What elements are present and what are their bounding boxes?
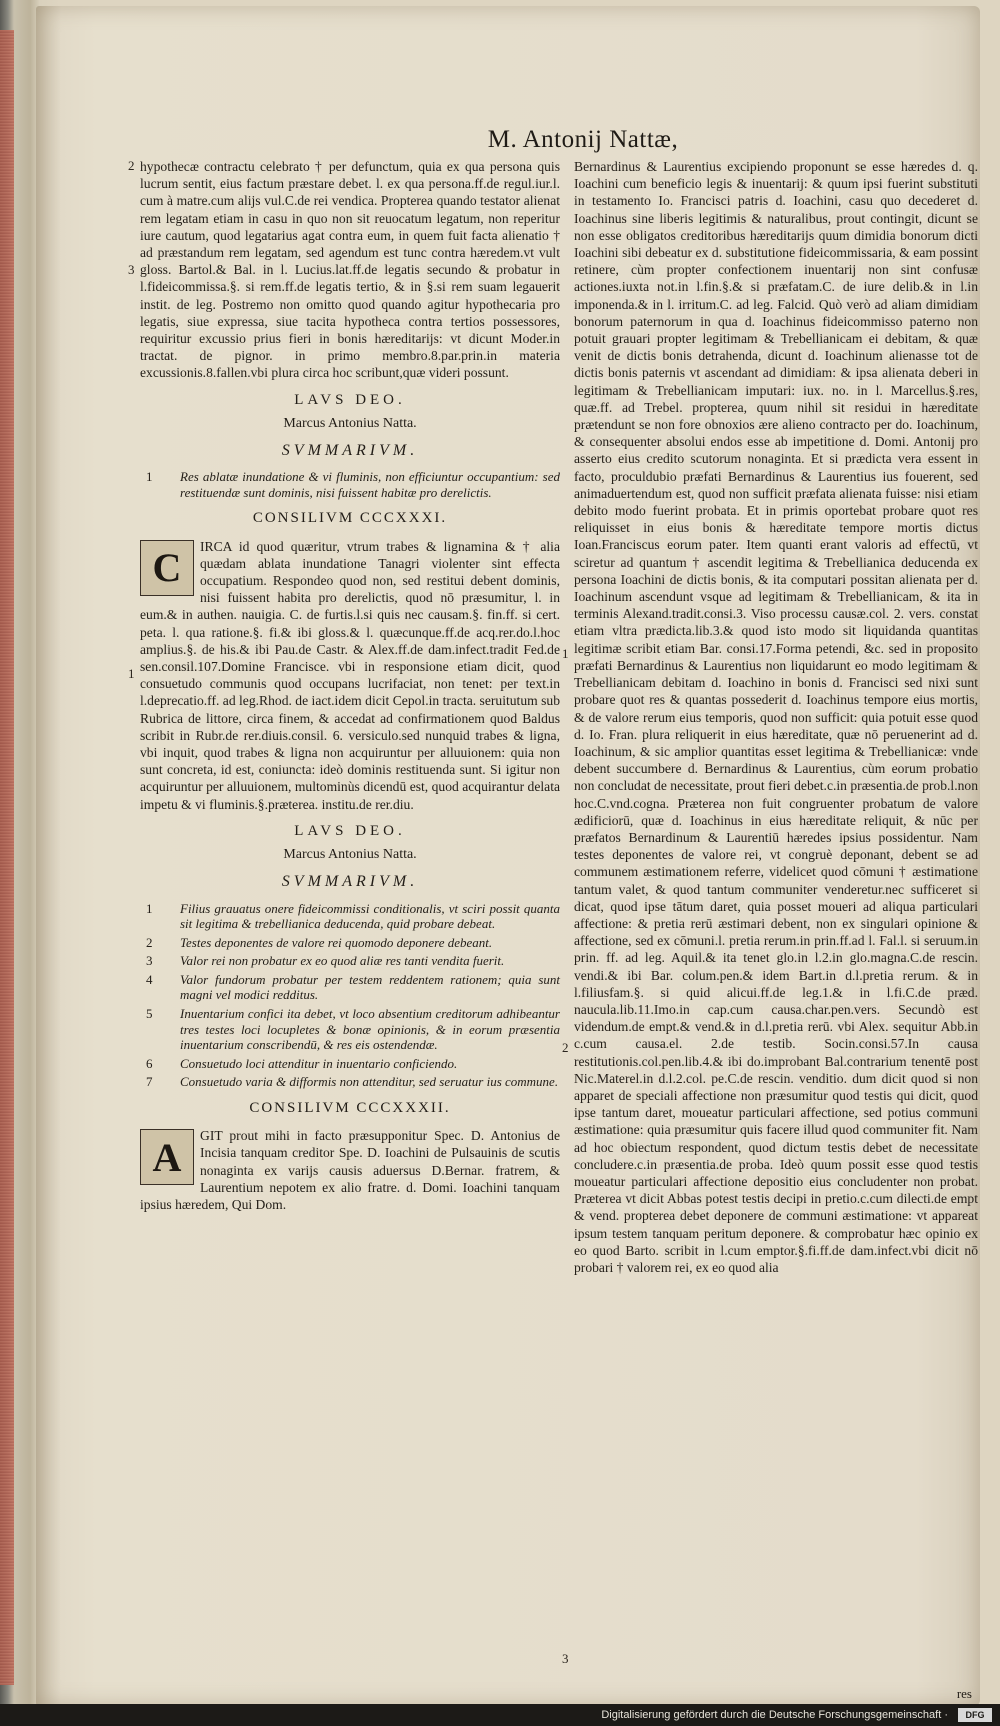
summary-item: 4 Valor fundorum probatur per testem reddentem rationem; quia sunt magni vel modici redditus. [146,971,560,1003]
laus-deo-heading: LAVS DEO. [294,822,406,839]
decorated-initial: A [140,1129,194,1185]
summary-item: 3 Valor rei non probatur ex eo quod aliæ res tanti vendita fuerit. [146,953,505,969]
laus-deo-heading: LAVS DEO. [294,391,406,408]
summary-list [140,901,560,1091]
consilium-body: C IRCA id quod quæritur, vtrum trabes & lignamina & † alia quædam ablata inundatione Tanagri violenter sint effecta occupatium. Respondeo quod non, sed restitui debent dominis, nisi fuissent habita pro derelictis, quod nō præsumitur, l. in eum.& in authen. nauigia. C. de furtis.l.si quis nec causam.§. fin.ff. si cert. peta. l. qua ratione.§. fi.& ibi gloss.& l. quæcunque.ff.de acq.rer.do.l.hoc amplius.§. de his.& ibi Pau.de Castr. & Alex.ff.de dam.infect.tradit Fed.de sen.consil.107.Domine Francisce. vbi in responsione etiam dicit, quod consuetudo communis quod occupans lucrifaciat, non tenet: per text.in l.deprecatio.ff. ad leg.Rhod. de iact.idem dicit Cepol.in tracta. seruitutum sub Rubrica de littore, circa finem, & accedat ad confirmationem quod Baldus scribit in Rubr.de rer.diuis.consil. 6. versiculo.sed nunquid trabes & ligna, vbi inquit, quod trabes & ligna non acquiruntur per alluuionem: quia non sunt concreta, id est, coniuncta: ideò dominis restituenda sunt. Si igitur non acquiruntur per alluuionem, multominùs dicendū est, quod acquirantur delata impetu & vi fluminis.§.præterea. institu.de rer.diu. [140,538,560,812]
summary-item: 6 Consuetudo loci attenditur in inuentario conficiendo. [146,1055,458,1071]
consilium-body: A GIT prout mihi in facto præsupponitur Spec. D. Antonius de Incisia tanquam creditor Spe. D. Ioachini de Pulsauinis de scutis nonaginta ex varijs causis aduersus D.Bernar. fratrem, & Laurentium nepotem ex alio fratre. d. Domi. Ioachini tanquam ipsius hæredem, Qui Dom. [140,1128,560,1213]
intro-paragraph: hypothecæ contractu celebrato † per defunctum, quia ex qua persona quis lucrum sentit, eius factum præstare debet. l. ex qua persona.ff.de regul.iur.l. cum à matre.cum alijs vul.C.de rei vendica. Propterea quando testator alienat rem legatam etiam in casu in quo non sit reuocatum legatum, non reperitur iure cautum, quod legatarius agat contra eum, in quem fuit facta alienatio † ad præstandum rem legatam, sed agendum est tunc contra hæredem.vt vult gloss. Bartol.& Bal. in l. Lucius.lat.ff.de legatis secundo & probatur in l.fideicommissa.§. si rem.ff.de legatis tertio, & in §.si rem suam legauerit instit. de leg. Postremo non omitto quod quando agitur hypothecaria pro legatis, siue expressa, siue tacita hypotheca contra tertios possessores, requiritur excussio prius fieri in bonis hæreditarijs: vt dicunt Moder.in tractat. de pignor. in primo membro.8.par.prin.in materia excussionis.8.fallen.vbi plura circa hoc scribunt,quæ videri possunt. [140,159,560,381]
margin-number: 2 [128,158,135,173]
author-signature: Marcus Antonius Natta. [283,847,417,863]
catchword: res [956,1686,972,1701]
margin-number: 1 [128,666,135,681]
summary-list [140,469,560,500]
page-edges [0,30,14,1685]
margin-number: 3 [128,262,135,277]
summary-item: 1 Res ablatæ inundatione & vi fluminis, non efficiuntur occupantium: sed restituendæ sunt dominis, nisi fuissent habitæ pro derelictis. [146,469,560,500]
author-signature: Marcus Antonius Natta. [283,415,417,431]
summary-item: 2 Testes deponentes de valore rei quomodo deponere debeant. [146,934,493,950]
summary-item: 7 Consuetudo varia & difformis non attenditur, sed seruatur ius commune. [146,1074,559,1090]
right-column [574,158,978,1278]
summary-item: 5 Inuentarium confici ita debet, vt loco absentium creditorum adhibeantur tres testes loci locupletes & bonæ opinionis, & in eorum præsentia inuentarium conscribendū, & res eis ostendendæ. [146,1006,560,1053]
margin-number: 3 [562,1651,569,1666]
summary-heading: SVMMARIVM. [281,442,419,460]
decorated-initial: C [140,540,194,596]
margin-number: 1 [562,646,569,661]
left-column [140,158,560,1215]
running-header: M. Antonij Nattæ, [487,126,679,153]
digitization-credit: Digitalisierung gefördert durch die Deutsche Forschungsgemeinschaft · [0,1704,1000,1726]
dfg-logo: DFG [958,1708,992,1722]
summary-item: 1 Filius grauatus onere fideicommissi conditionalis, vt sciri possit quanta sit legitima & trebellianica deducenda, quid probare debeat. [146,900,560,932]
page [36,6,980,1706]
consilium-heading: CONSILIVM CCCXXXI. [252,510,448,527]
consilium-heading: CONSILIVM CCCXXXII. [249,1100,451,1117]
margin-number: 2 [562,1040,569,1055]
summary-heading: SVMMARIVM. [281,873,419,891]
right-column-text: Bernardinus & Laurentius excipiendo proponunt se esse hæredes d. q. Ioachini cum beneficio legis & inuentarij: & quum ipsi fuerint substituti in testamento Io. Francisci patris d. Ioachini, casu quo decederet d. Ioachinus sine liberis legitimis & naturalibus, prout contingit, dicunt se non esse obligatos creditoribus hæreditarijs quum dimidia bonorum dicti Ioachini sibi debeatur ex d. substitutione fideicommissaria, & eam possint retinere, cùm propter confectionem inuentarij non sint confusæ actiones.iuxta not.in l.fin.§.& si præfatam.C. de iure delib.& in l.in imponenda.& in l. irritum.C. ad leg. Falcid. Quò verò ad aliam dimidiam bonorum paternorum in qua d. Ioachinus fideicommisso paterno non potuit grauari propter legitimam & Trebellianicam ei debitam, & quæ venit de dictis bonis detrahenda, dicunt d. Ioachinum alienasse tot de dictis bonis paternis vt ascendant ad dimidiam: & ipsa alienata deberi in legitimam & Trebellianicam imputari: iux. no. in l. Marcellus.§.res, quæ.ff. ad Trebel. propterea, quum nihil sit residui in hæreditate prætendunt se non fore obnoxios ære alieno contracto per do. Ioachinum, & consequenter absolui endos esse ab impetitione d. Domi. Antonij pro asserto eius credito scutorum nonaginta. Et si prædicta vera essent in facto, proculdubio præfati Bernardinus & Laurentius ius fouerent, sed animaduertendum est, quod non sufficit præfata alienata fuisse: nisi etiam debito modo fuerint probata. Et in primis oportebat probare quot res reliquisset in eius bonis & hæreditate tempore mortis dictus Ioan.Franciscus eorum pater. Item quanti erant valoris ad effectū, vt sciretur ad quantum † ascendit legitima & Trebellianica deducenda ex persona Ioachini de dictis bonis, & ita computari possitan alienata per d. Ioachinum ascendunt vsque ad legitimam & Trebellianicam, & ita in terminis Alexand.tradit.consi.3. Viso processu causæ.col. 2. vers. constat etiam vltra prædicta.lib.3.& quod isto modo sit liquidanda quantitas legitimæ scribit etiam Bar. consi.17.Forma petendi, &c. sed in proposito præfati Bernardinus & Laurentius non liquidarunt eo modo legitimam & Trebellianicam debitam d. Ioachino in bonis d. Francisci sed nixi sunt probare quot res & quantas possederit d. Ioachinus tempore eius mortis, & de valore rerum eius temporis, quod non sufficit: quia potuit esse quod d. Io. Fran. plura reliquerit in eius hæreditate, quæ nō peruenerint ad d. Ioachinum, & sic amplior quantitas esset legitima & Trebellianicæ: vnde debent succumbere d. Bernardinus & Laurentius, cùm eorum probatio non concludat de necessitate, prout fieri debet.c.in præsentia.de prob.l.non hoc.C.vnd.cogna. Præterea non fuit congruenter probatum de valore ædificiorū, quæ d. Ioachinus in eius hæreditate reliquit, & nūc per præfatos Bernardinum & Laurentiū hæredes ipsius possidentur. Nam testes deponentes de valore rei, vt congruè deponant, debent se ad communem æstimationem referre, videlicet quod cōmuni † æstimatione tantum valet, & quod tantum communiter venderetur.nec sufficeret si dicat, quod ipse tātum daret, quia posset moueri ad aliqua particulari affectione: & pretia rerū æstimari debent, non ex singulari opinione & affectione, sed ex cōmuni.l. pretia rerum.in prin.ff.ad l. Fal.l. si seruum.in prin. ff. ad leg. Aquil.& ita tenet glo.in l.2.in glo.magna.C.de rescin. vendi.& ibi Bar. colum.pen.& idem Bart.in d.l.pretia rerum. & in l.filiusfam.§. si quid alicui.ff.de leg.1.& in l.fi.C.de præd. naucula.lib.11.Imo.in cap.cum causa.char.pen.vers. Secundò est videndum.de empt.& vend.& in d.l.pretia rerū. vbi Alex. sequitur Abb.in c.cum causa.el. 2.de testib. Socin.consi.57.In causa restitutionis.col.pen.lib.4.& ibi do.improbant Bal.contrarium tenentē post Nic.Materel.in d.l.2.col. pe.C.de rescin. venditio. dum dicit quod si non apparet de speciali affectione non præsumitur quod testis qui dicit, quod ipse tantum daret, moueatur particulari affectione, sed potius communi æstimatione: quia præsumitur quis facere illud quod communiter fit. Nam ad hoc obiectum respondent, quod dictum testis debet de necessitate concludere.c.in præsentia.de proba. Ideò quum possit esse quod testis moueatur particulari affectione depositio eius concludenter non probat. Præterea vt dicit Abbas potest testis decipi in pretio.c.cum dilecti.de empt & vend. propterea debet deponere de communi æstimatione: vt appareat ipsum testem tanquam peritum deponere. & comprobatur hæc opinio ex eo quod Barto. scribit in l.cum emptor.§.fi.ff.de dam.infect.vbi dicit nō probari † valorem rei, ex eo quod alia [574,159,978,1275]
